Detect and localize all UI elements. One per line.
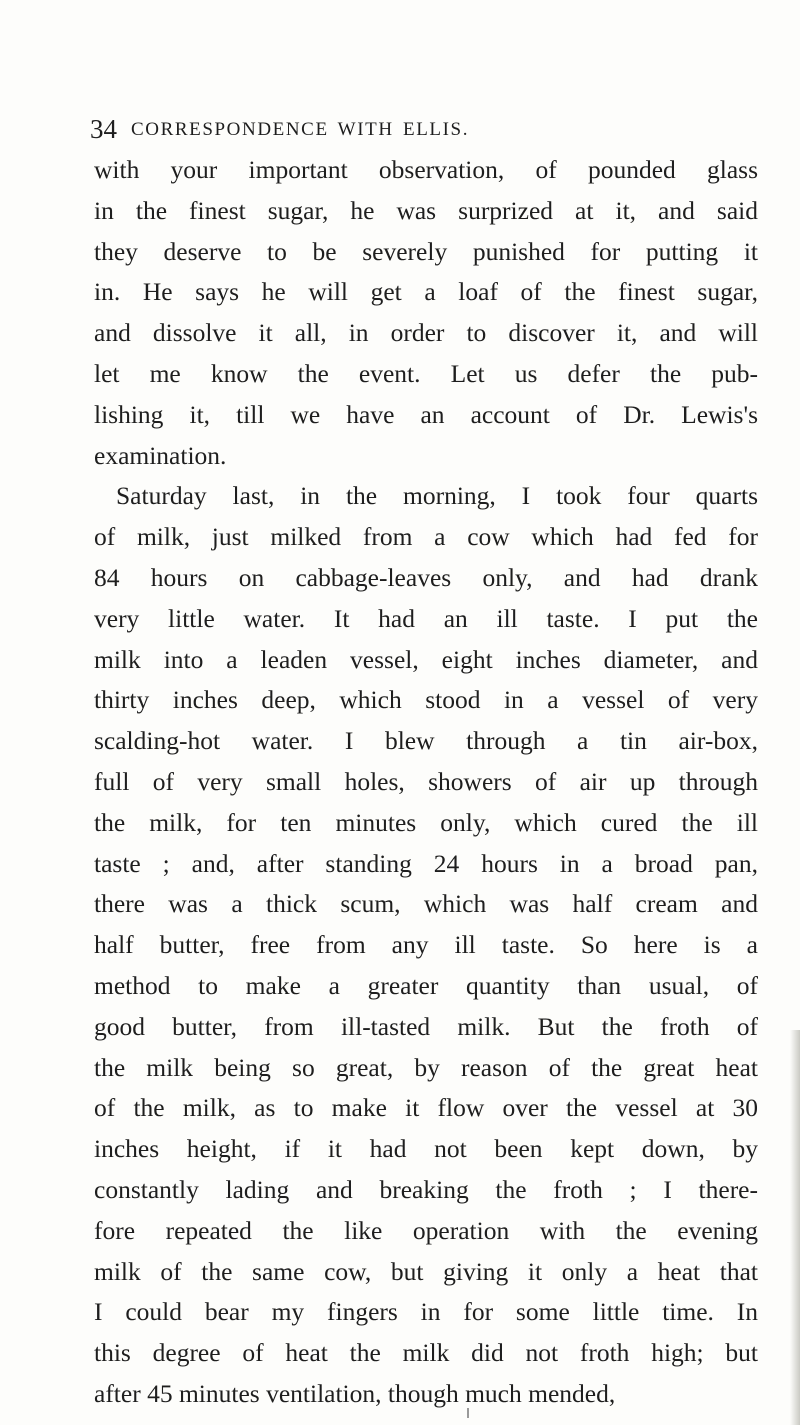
page-number: 34: [90, 114, 117, 144]
text-line: 84 hours on cabbage-leaves only, and had drank: [94, 562, 758, 592]
paragraph: [94, 476, 758, 1414]
text-line: half butter, free from any ill taste. So here is a: [94, 930, 758, 960]
text-line: the milk being so great, by reason of the great heat: [94, 1052, 758, 1082]
text-line: with your important observation, of pounded glass: [94, 155, 758, 184]
text-line: of milk, just milked from a cow which had fed for: [94, 522, 758, 552]
text-line: of the milk, as to make it flow over the vessel at 30: [94, 1093, 758, 1123]
text-line: milk of the same cow, but giving it only a heat that: [94, 1256, 758, 1286]
text-line: Saturday last, in the morning, I took four quarts: [116, 481, 758, 511]
text-line: in. He says he will get a loaf of the finest sugar,: [94, 277, 758, 307]
body-text: [94, 150, 758, 1415]
page-edge-shadow: [790, 1030, 800, 1425]
text-line: I could bear my fingers in for some little time. In: [94, 1297, 758, 1327]
text-line: in the finest sugar, he was surprized at it, and said: [94, 195, 758, 225]
text-line: lishing it, till we have an account of Dr. Lewis's: [94, 399, 758, 429]
text-line: this degree of heat the milk did not froth high; but: [94, 1338, 758, 1368]
text-line: they deserve to be severely punished for putting it: [94, 236, 758, 266]
paragraph: [94, 150, 758, 476]
text-line: constantly lading and breaking the froth ; I there-: [94, 1174, 758, 1204]
text-line: taste ; and, after standing 24 hours in a broad pan,: [94, 848, 758, 878]
text-line: after 45 minutes ventilation, though much mended,: [94, 1378, 616, 1408]
text-line: the milk, for ten minutes only, which cured the ill: [94, 807, 758, 837]
text-line: fore repeated the like operation with the evening: [94, 1215, 758, 1245]
text-line: thirty inches deep, which stood in a vessel of very: [94, 685, 758, 715]
text-line: let me know the event. Let us defer the pub-: [94, 358, 758, 388]
text-line: inches height, if it had not been kept down, by: [94, 1134, 758, 1164]
text-line: good butter, from ill-tasted milk. But the froth of: [94, 1011, 758, 1041]
text-line: very little water. It had an ill taste. I put the: [94, 603, 758, 633]
text-line: method to make a greater quantity than usual, of: [94, 970, 758, 1000]
text-line: and dissolve it all, in order to discover it, and will: [94, 318, 758, 348]
text-line: there was a thick scum, which was half cream and: [94, 889, 758, 919]
text-line: milk into a leaden vessel, eight inches diameter, and: [94, 644, 758, 674]
page-header: [90, 112, 770, 146]
text-line: scalding-hot water. I blew through a tin air-box,: [94, 726, 758, 756]
running-head: CORRESPONDENCE WITH ELLIS.: [131, 119, 470, 140]
text-line: examination.: [94, 440, 227, 470]
text-line: full of very small holes, showers of air up through: [94, 766, 758, 796]
page-edge-mark: [467, 1408, 469, 1418]
